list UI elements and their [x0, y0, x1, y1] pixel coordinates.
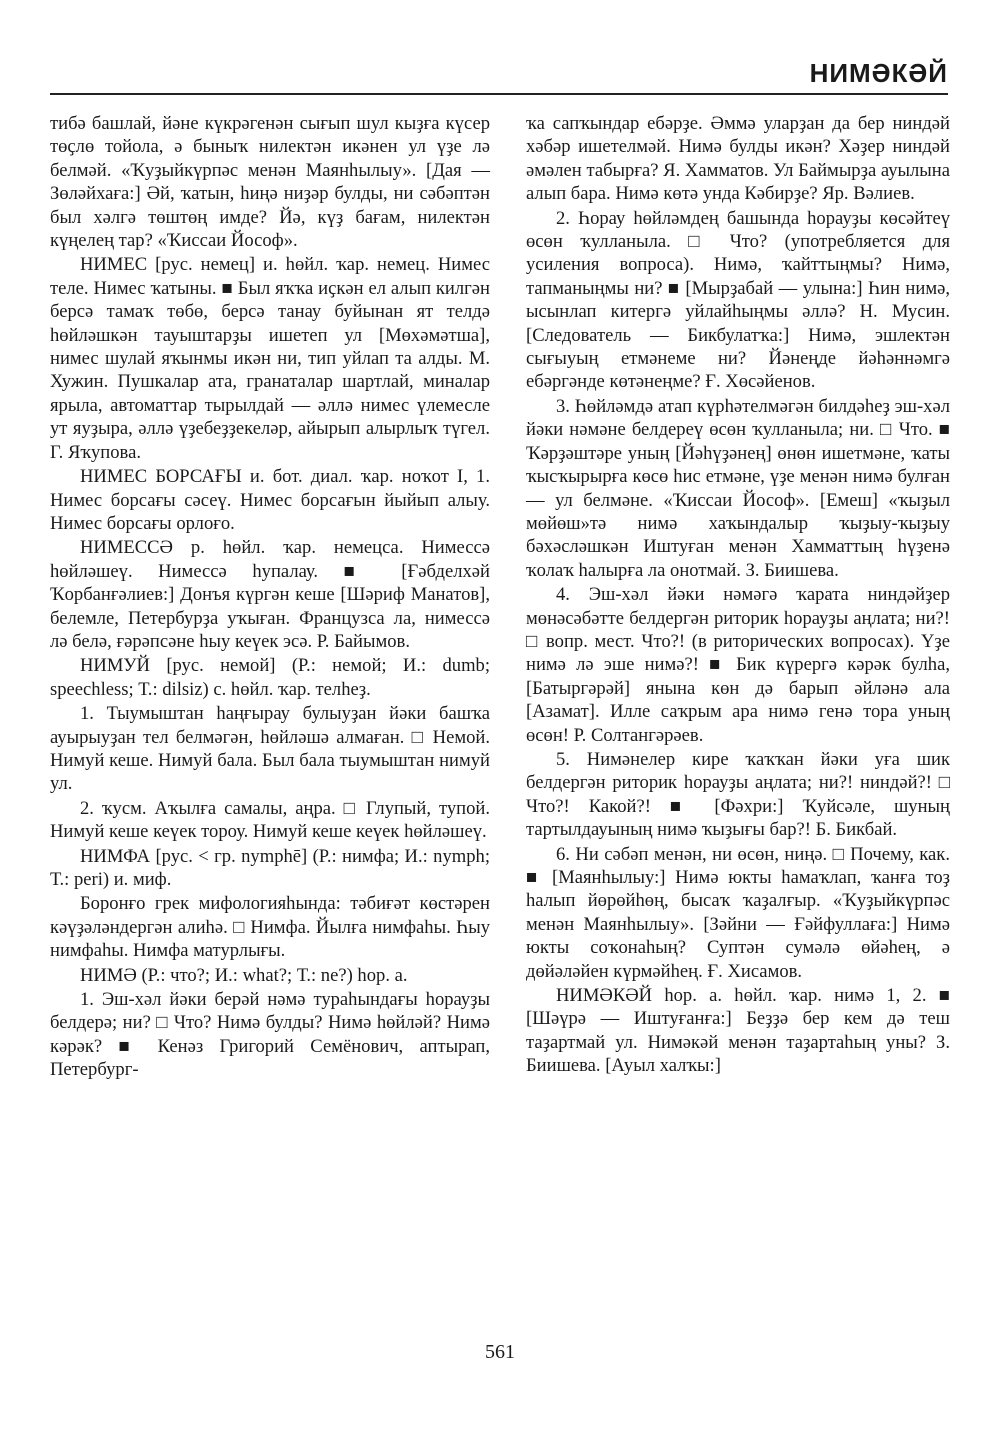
dictionary-entry-nimes: НИМЕС [рус. немец] и. һөйл. ҡар. немец. Нимес теле. Нимес ҡатыны. ■ Был яҡҡа иҫкән ел алып килгән берсә тамаҡ төбө, берсә танау буйынан ят телдә һөйләшкән тауыштарҙы ишетеп ул [Мөхәмәтша], нимес шулай яҡынмы икән ни, тип уйлап та алды. М. Хужин. Пушкалар ата, гранаталар шартлай, миналар ярыла, автоматтар тырылдай — әллә нимес үлемесле ут яуҙыра, әллә үҙебеҙҙекеләр, айырып алырлыҡ түгел. Г. Яҡупова. [50, 254, 490, 463]
dictionary-entry-nimekei: НИМӘКӘЙ һор. а. һөйл. ҡар. нимә 1, 2. ■ [Шәүрә — Иштуғанға:] Беҙҙә бер кем дә теш таҙартмай ул. Нимәкәй менән таҙартаһың уны? З. Биишева. [Ауыл халҡы:] [526, 985, 950, 1077]
dictionary-sense-nimui-1: 1. Тыумыштан һаңғырау булыуҙан йәки башҡа ауырыуҙан тел белмәгән, һөйләшә алмаған. □ Немой. Нимуй кеше. Нимуй бала. Был бала тыумыштан нимуй ул. [50, 703, 490, 795]
dictionary-sense-nime-1-continuation: ҡа сапҡындар ебәрҙе. Әммә уларҙан да бер ниндәй хәбәр ишетелмәй. Нимә булды икән? Хәҙер ниндәй әмәлен табырға? Я. Хамматов. Ул Баймырҙа ауылына алып бара. Нимә көтә унда Кәбирҙе? Яр. Вәлиев. [526, 113, 950, 205]
dictionary-sense-nime-6: 6. Ни сәбәп менән, ни өсөн, ниңә. □ Почему, как. ■ [Маянһылыу:] Нимә юкты һамаҡлап, ҡанға тоҙ һалып йөрөйһөң, бысаҡ ҡаҙалғыр. «Ҡуҙыйкүрпәс менән Маянһылыу». [Зәйни — Ғәйфуллаға:] Нимә юкты соҡонаһың? Суптән сумәлә өйәһең, ә дөйәләйен күрмәйһең. Ғ. Хисамов. [526, 843, 950, 982]
running-title: НИМӘКӘЙ [809, 58, 948, 88]
dictionary-sense-nimui-2: 2. ҡусм. Аҡылға самалы, аңра. □ Глупый, тупой. Нимуй кеше кеүек тороу. Нимуй кеше кеүек һөйләшеү. [50, 797, 490, 843]
dictionary-sense-nime-1: 1. Эш-хәл йәки берәй нәмә тураһындағы һорауҙы белдерә; ни? □ Что? Нимә булды? Нимә һөйләй? Нимә кәрәк? ■ Кенәз Григорий Семёнович, аптырап, Петербург- [50, 989, 490, 1081]
right-column [526, 112, 950, 1078]
dictionary-entry-nimesse: НИМЕССӘ р. һөйл. ҡар. немецса. Нимессә һөйләшеү. Нимессә һупалау. ■ [Ғәбделхәй Ҡорбанғәлиев:] Донъя күргән кеше [Шәриф Манатов], белемле, Петербурҙа уҡыған. Французса ла, нимессә лә белә, ғәрәпсәне һыу кеүек эсә. Р. Байымов. [50, 537, 490, 652]
dictionary-definition-nimfa: Боронғо грек мифологияһында: тәбиғәт көстәрен кәүҙәләндергән алиһә. □ Нимфа. Йылға нимфаһы. Һыу нимфаһы. Нимфа матурлығы. [50, 893, 490, 962]
dictionary-sense-nime-2: 2. Һорау һөйләмдең башында һорауҙы көсәйтеү өсөн ҡулланыла. □ Что? (употребляется для усиления вопроса). Нимә, ҡайттыңмы? Нимә, тапманыңмы ни? ■ [Мырҙабай — улына:] Һин нимә, ысынлап китергә уйлайһыңмы әллә? Н. Мусин. [Следователь — Бикбулатҡа:] Нимә, эшлектән сығыуың етмәнеме ни? Йәнеңде йәһәннәмгә ебәргәнде көтәнеңме? Ғ. Хөсәйенов. [526, 207, 950, 393]
dictionary-entry-nime: НИМӘ (Р.: что?; И.: what?; Т.: ne?) һор. а. [80, 964, 408, 986]
dictionary-entry-nimui: НИМУЙ [рус. немой] (Р.: немой; И.: dumb; speechless; Т.: dilsiz) с. һөйл. ҡар. телһеҙ. [50, 655, 490, 700]
dictionary-entry-nimfa: НИМФА [рус. < гр. nymphē] (Р.: нимфа; И.: nymph; Т.: peri) и. миф. [50, 845, 490, 890]
dictionary-entry-nimes-borsagy: НИМЕС БОРСАҒЫ и. бот. диал. ҡар. ноҡот I, 1. Нимес борсағы сәсеү. Нимес борсағын йыйып алыу. Нимес борсағы орлоғо. [50, 466, 490, 534]
dictionary-entry-continuation: тибә башлай, йәне күкрәгенән сығып шул кыҙға күсер төҫлө тойола, ә быныҡ нилектән икәнен ул үҙе лә белмәй. «Ҡуҙыйкүрпәс менән Маянһылыу». [Дая — Зөләйхаға:] Әй, ҡатын, һиңә ниҙәр булды, ни сәбәптән был хәлгә төштөң имде? Йә, күҙ бағам, нилектән күңелең тар? «Ҡиссаи Йософ». [50, 113, 490, 252]
dictionary-sense-nime-3: 3. Һөйләмдә атап күрһәтелмәгән билдәһеҙ эш-хәл йәки нәмәне белдереү өсөн ҡулланыла; ни. □ Что. ■ Ҡәрҙәштәре уның [Йәһүҙәнең] өнөн ишетмәне, ҡаты ҡысҡырырға көсө һис етмәне, үҙе менән нимә булған — ул белмәне. «Ҡиссаи Йософ». [Емеш] «ҡыҙыл мөйөш»тә нимә хаҡындалыр ҡыҙыу-ҡыҙыу бәхәсләшкән Иштуған менән Хамматтың һүҙенә ҡолаҡ һалырға ла онотмай. З. Биишева. [526, 395, 950, 581]
left-column [50, 112, 490, 1082]
dictionary-sense-nime-4: 4. Эш-хәл йәки нәмәгә ҡарата ниндәйҙер мөнәсәбәтте белдергән риторик һорауҙы аңлата; ни?! □ вопр. мест. Что?! (в риторических вопросах). Үҙе нимә лә эше нимә?! ■ Бик күрергә кәрәк булһа, [Батыргәрәй] янына көн дә барып әйләнә ала [Азамат]. Илле саҡрым ара нимә генә тора уның өсөн! Р. Солтангәрәев. [526, 584, 950, 746]
dictionary-sense-nime-5: 5. Нимәнелер кире ҡаҡҡан йәки уға шик белдергән риторик һорауҙы аңлата; ни?! ниндәй?! □ Что?! Какой?! ■ [Фәхри:] Ҡуйсәле, шуның тартылдауының нимә ҡыҙығы бар?! Б. Бикбай. [526, 748, 950, 841]
header-divider [50, 93, 948, 95]
page-number: 561 [485, 1341, 515, 1363]
